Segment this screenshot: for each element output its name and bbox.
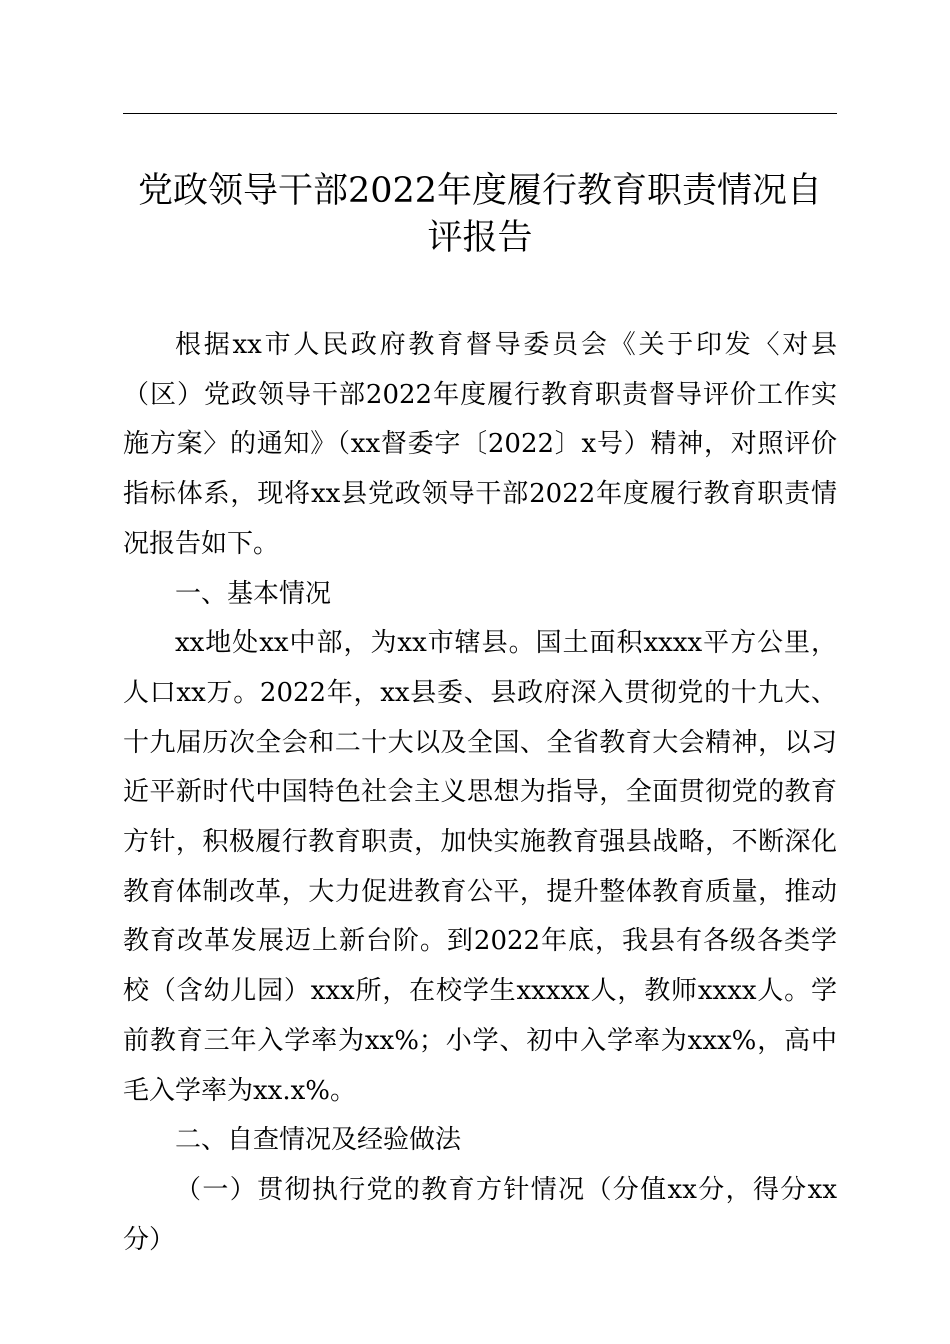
document-title: 党政领导干部2022年度履行教育职责情况自评报告 <box>137 171 823 258</box>
intro-paragraph: 根据xx市人民政府教育督导委员会《关于印发〈对县（区）党政领导干部2022年度履行教育职责督导评价工作实施方案〉的通知》（xx督委字〔2022〕x号）精神，对照评价指标体系，现将xx县党政领导干部2022年度履行教育职责情况报告如下。 <box>123 330 837 559</box>
basic-situation-paragraph: xx地处xx中部，为xx市辖县。国土面积xxxx平方公里，人口xx万。2022年，xx县委、县政府深入贯彻党的十九大、十九届历次全会和二十大以及全国、全省教育大会精神，以习近平新时代中国特色社会主义思想为指导，全面贯彻党的教育方针，积极履行教育职责，加快实施教育强县战略，不断深化教育体制改革，大力促进教育公平，提升整体教育质量，推动教育改革发展迈上新台阶。到2022年底，我县有各级各类学校（含幼儿园）xxx所，在校学生xxxxx人，教师xxxx人。学前教育三年入学率为xx%；小学、初中入学率为xxx%，高中毛入学率为xx.x%。 <box>123 628 837 1106</box>
section-heading-self-check: 二、自查情况及经验做法 <box>175 1125 462 1156</box>
header-rule <box>123 113 837 114</box>
subsection-heading-education-policy: （一）贯彻执行党的教育方针情况（分值xx分，得分xx分） <box>123 1174 837 1255</box>
section-heading-basic-situation: 一、基本情况 <box>175 578 332 609</box>
document-body <box>123 321 837 1265</box>
